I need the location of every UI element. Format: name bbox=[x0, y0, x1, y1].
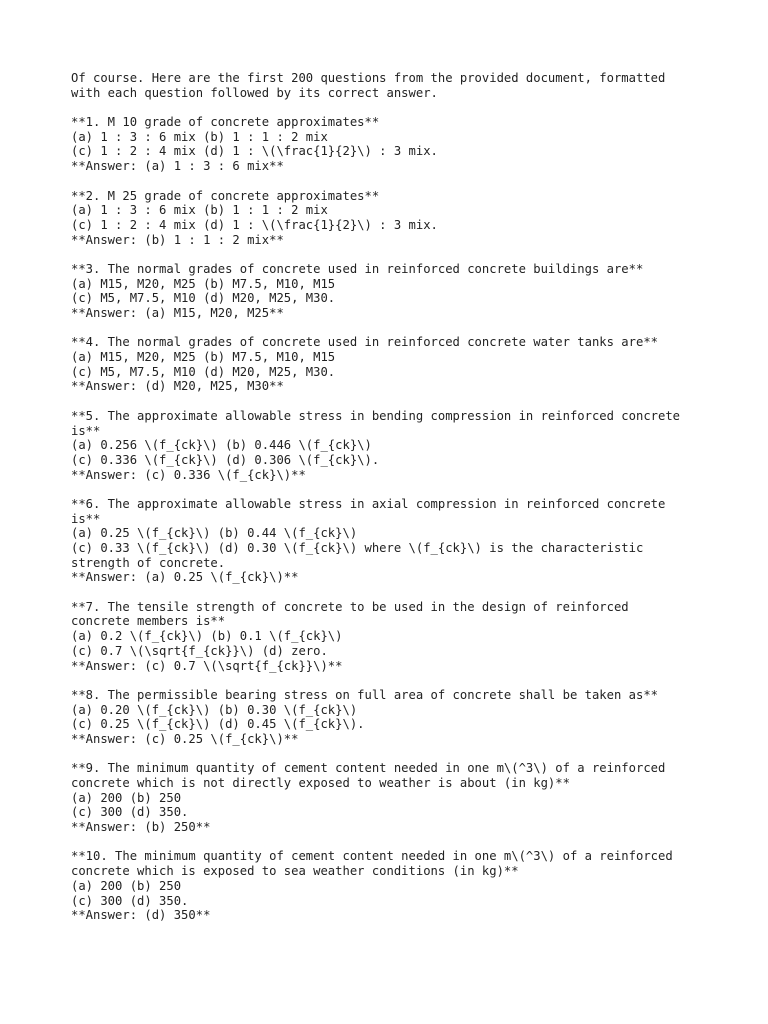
question-line: **3. The normal grades of concrete used in reinforced concrete buildings are** bbox=[71, 261, 644, 276]
question-text-line: (c) M5, M7.5, M10 (d) M20, M25, M30. bbox=[71, 364, 336, 379]
answer-line: **Answer: (c) 0.336 \(f_{ck}\)** bbox=[71, 467, 306, 482]
intro-line: with each question followed by its correct answer. bbox=[71, 85, 438, 100]
question-block bbox=[71, 600, 711, 673]
question-line: **8. The permissible bearing stress on full area of concrete shall be taken as** bbox=[71, 687, 658, 702]
question-line: **2. M 25 grade of concrete approximates** bbox=[71, 188, 380, 203]
answer-line: **Answer: (a) 0.25 \(f_{ck}\)** bbox=[71, 570, 299, 585]
question-text-line: concrete which is not directly exposed to weather is about (in kg)** bbox=[71, 776, 570, 790]
question-text-line: (c) 300 (d) 350. bbox=[71, 805, 189, 820]
answer-line: **Answer: (c) 0.7 \(\sqrt{f_{ck}}\)** bbox=[71, 658, 343, 673]
question-text-line: (a) 200 (b) 250 bbox=[71, 790, 182, 805]
question-text-line: is** bbox=[71, 511, 101, 526]
question-text-line: concrete members is** bbox=[71, 614, 226, 629]
question-text-line: strength of concrete. bbox=[71, 555, 226, 570]
question-text-line: (a) 1 : 3 : 6 mix (b) 1 : 1 : 2 mix bbox=[71, 203, 328, 218]
question-text-line: (c) 1 : 2 : 4 mix (d) 1 : \(\frac{1}{2}\) : 3 mix. bbox=[71, 144, 438, 159]
question-block bbox=[71, 409, 711, 482]
question-line: **1. M 10 grade of concrete approximates** bbox=[71, 115, 380, 130]
question-text-line: (c) M5, M7.5, M10 (d) M20, M25, M30. bbox=[71, 291, 336, 306]
question-block bbox=[71, 115, 711, 174]
intro-paragraph bbox=[71, 71, 711, 100]
question-text-line: concrete which is exposed to sea weather conditions (in kg)** bbox=[71, 864, 519, 879]
question-line: **9. The minimum quantity of cement content needed in one m\(^3\) of a reinforced bbox=[71, 761, 666, 776]
answer-line: **Answer: (d) 350** bbox=[71, 908, 211, 923]
question-text-line: (a) 0.256 \(f_{ck}\) (b) 0.446 \(f_{ck}\) bbox=[71, 438, 372, 453]
answer-line: **Answer: (a) M15, M20, M25** bbox=[71, 306, 284, 320]
question-text-line: (a) 200 (b) 250 bbox=[71, 878, 182, 893]
question-text-line: (a) M15, M20, M25 (b) M7.5, M10, M15 bbox=[71, 350, 336, 365]
question-text-line: (c) 0.25 \(f_{ck}\) (d) 0.45 \(f_{ck}\). bbox=[71, 717, 365, 732]
question-text-line: (c) 0.7 \(\sqrt{f_{ck}}\) (d) zero. bbox=[71, 643, 328, 658]
question-line: **10. The minimum quantity of cement content needed in one m\(^3\) of a reinforced bbox=[71, 849, 673, 864]
question-text-line: (c) 0.33 \(f_{ck}\) (d) 0.30 \(f_{ck}\) where \(f_{ck}\) is the characteristic bbox=[71, 541, 644, 555]
answer-line: **Answer: (b) 250** bbox=[71, 820, 211, 835]
answer-line: **Answer: (c) 0.25 \(f_{ck}\)** bbox=[71, 731, 299, 746]
answer-line: **Answer: (d) M20, M25, M30** bbox=[71, 379, 284, 394]
question-text-line: (a) 0.2 \(f_{ck}\) (b) 0.1 \(f_{ck}\) bbox=[71, 629, 343, 644]
intro-line: Of course. Here are the first 200 questions from the provided document, formatted bbox=[71, 71, 666, 85]
question-line: **6. The approximate allowable stress in axial compression in reinforced concrete bbox=[71, 496, 666, 511]
question-text-line: (c) 300 (d) 350. bbox=[71, 893, 189, 908]
question-text-line: (a) 0.25 \(f_{ck}\) (b) 0.44 \(f_{ck}\) bbox=[71, 526, 358, 541]
question-block bbox=[71, 761, 711, 834]
question-block bbox=[71, 849, 711, 922]
question-block bbox=[71, 688, 711, 747]
answer-line: **Answer: (b) 1 : 1 : 2 mix** bbox=[71, 232, 284, 247]
question-line: **5. The approximate allowable stress in bending compression in reinforced concrete bbox=[71, 408, 681, 423]
question-block bbox=[71, 335, 711, 394]
question-line: **7. The tensile strength of concrete to be used in the design of reinforced bbox=[71, 599, 629, 614]
question-list bbox=[71, 115, 711, 923]
question-block bbox=[71, 497, 711, 585]
question-text-line: (a) M15, M20, M25 (b) M7.5, M10, M15 bbox=[71, 276, 336, 291]
question-line: **4. The normal grades of concrete used in reinforced concrete water tanks are** bbox=[71, 335, 658, 350]
question-text-line: (c) 1 : 2 : 4 mix (d) 1 : \(\frac{1}{2}\) : 3 mix. bbox=[71, 217, 438, 232]
question-text-line: (c) 0.336 \(f_{ck}\) (d) 0.306 \(f_{ck}\). bbox=[71, 452, 380, 467]
question-text-line: (a) 1 : 3 : 6 mix (b) 1 : 1 : 2 mix bbox=[71, 129, 328, 144]
question-block bbox=[71, 262, 711, 321]
question-text-line: is** bbox=[71, 423, 101, 438]
question-block bbox=[71, 189, 711, 248]
document-page bbox=[71, 71, 711, 938]
question-text-line: (a) 0.20 \(f_{ck}\) (b) 0.30 \(f_{ck}\) bbox=[71, 702, 358, 717]
answer-line: **Answer: (a) 1 : 3 : 6 mix** bbox=[71, 159, 284, 174]
